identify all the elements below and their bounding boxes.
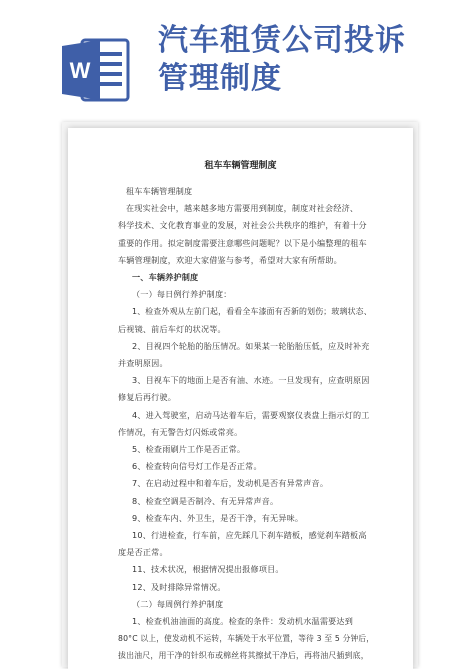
title-line-2: 管理制度: [158, 61, 282, 96]
paragraph-line: 7、在启动过程中和着车后，发动机是否有异常声音。: [132, 478, 329, 489]
paragraph-line: 9、检查车内、外卫生，是否干净，有无异味。: [132, 512, 304, 523]
paragraph-line: 车辆管理制度，欢迎大家借鉴与参考，希望对大家有所帮助。: [118, 254, 342, 265]
paragraph-line: 80°C 以上，使发动机不运转，车辆处于水平位置，等待 3 至 5 分钟后，: [118, 634, 375, 644]
document-body: [118, 183, 374, 665]
paragraph-line: 拔出油尺，用干净的针织布或棉丝将其擦拭干净后，再将油尺插到底，: [118, 651, 369, 661]
section-heading: 一、车辆养护制度: [132, 272, 199, 283]
paragraph-line: 在现实社会中，越来越多地方需要用到制度，制度对社会经济、: [126, 203, 359, 214]
paragraph-line: 度是否正常。: [118, 547, 168, 558]
paragraph-line: 8、检查空调是否制冷、有无异常声音。: [132, 495, 279, 506]
word-doc-icon: [60, 36, 134, 104]
document-heading: 租车车辆管理制度: [204, 161, 277, 171]
paragraph-line: 5、检查雨刷片工作是否正常。: [132, 444, 246, 455]
paragraph-line: 修复后再行驶。: [118, 392, 177, 403]
paragraph-line: 3、目视车下的地面上是否有油、水迹。一旦发现有，应查明原因: [132, 375, 370, 386]
paragraph-line: 2、目视四个轮胎的胎压情况。如果某一轮胎胎压低，应及时补充: [132, 340, 370, 351]
paragraph-line: 12、及时排除异常情况。: [132, 581, 226, 592]
title-line-1: 汽车租赁公司投诉: [158, 23, 406, 58]
document-page: [68, 128, 413, 669]
banner: [0, 0, 474, 130]
subsection-heading: （二）每周例行养护制度: [132, 598, 224, 609]
paragraph-line: 后视镜、前后车灯的状况等。: [118, 323, 226, 334]
paragraph-line: 4、进入驾驶室，启动马达着车后，需要观察仪表盘上指示灯的工: [132, 409, 370, 420]
paragraph-line: 作情况，有无警告灯闪烁或常亮。: [118, 426, 243, 437]
page-title: [158, 22, 406, 98]
paragraph-line: 1、检查外观从左前门起，看看全车漆面有否新的划伤；玻璃状态、: [132, 307, 372, 317]
paragraph-line: 6、检查转向信号灯工作是否正常。: [132, 461, 262, 472]
paragraph-line: 10、行进检查，行车前，应先踩几下刹车踏板，感觉刹车踏板高: [132, 530, 367, 541]
paragraph-line: 租车车辆管理制度: [126, 186, 193, 196]
paragraph-line: 并查明原因。: [118, 358, 168, 369]
paragraph-line: 1、检查机油油面的高度。检查的条件：发动机水温需要达到: [132, 616, 353, 627]
svg-text:W: W: [69, 58, 91, 83]
paragraph-line: 科学技术、文化教育事业的发展，对社会公共秩序的维护，有着十分: [118, 220, 367, 231]
paragraph-line: 重要的作用。拟定制度需要注意哪些问题呢？以下是小编整理的租车: [118, 237, 367, 248]
subsection-heading: （一）每日例行养护制度：: [132, 289, 232, 300]
paragraph-line: 11、技术状况，根据情况提出报修项目。: [132, 564, 284, 575]
watermark: [85, 248, 95, 262]
